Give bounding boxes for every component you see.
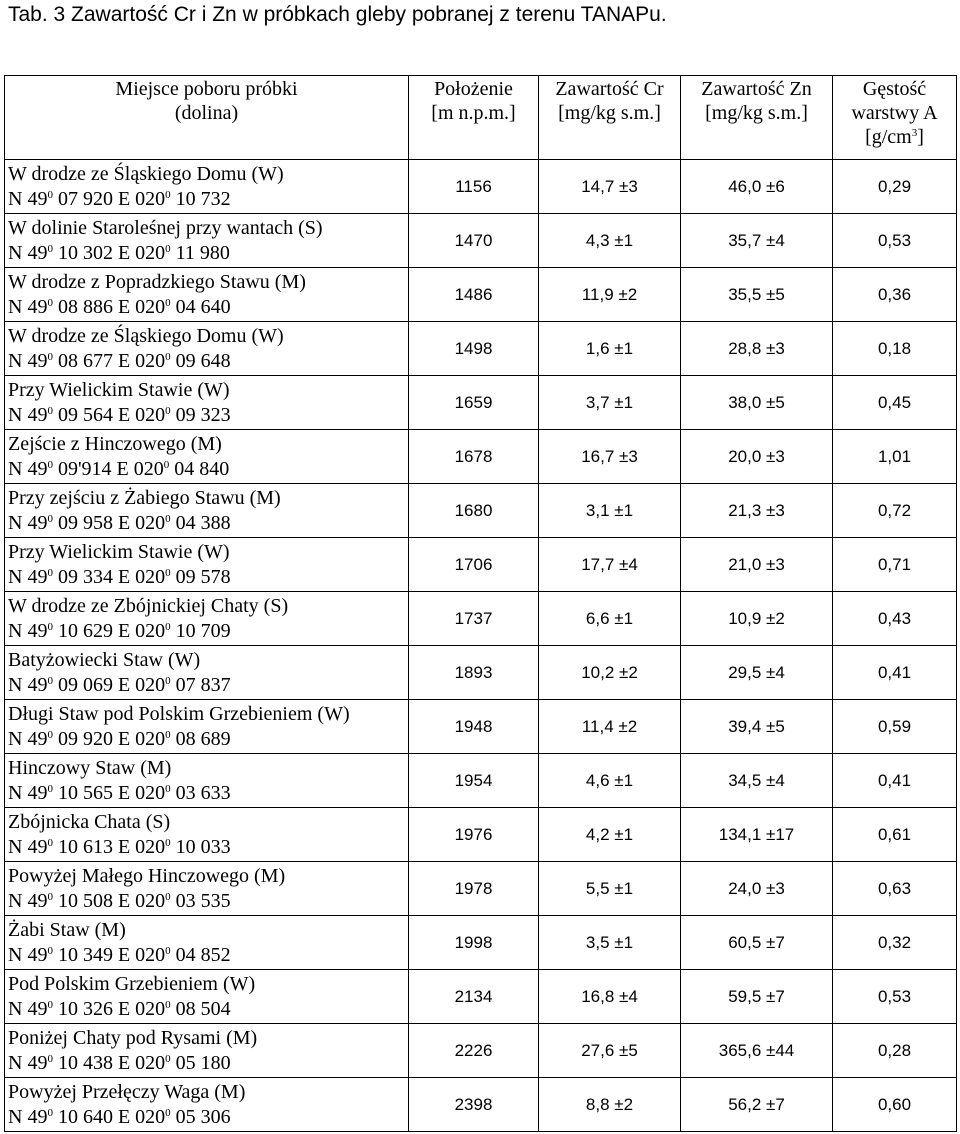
zn-cell: 35,7 ±4 bbox=[681, 214, 833, 268]
coord-n-value: 07 920 E 020 bbox=[52, 187, 166, 210]
coord-n-prefix: N 49 bbox=[8, 727, 48, 750]
coord-n-value: 10 302 E 020 bbox=[52, 241, 166, 264]
header-altitude-line1: Położenie bbox=[434, 78, 513, 100]
coord-e-value: 03 535 bbox=[170, 889, 231, 912]
coord-e-value: 08 504 bbox=[170, 997, 231, 1020]
site-coordinates bbox=[8, 403, 408, 428]
altitude-cell: 1737 bbox=[409, 592, 539, 646]
density-cell: 0,41 bbox=[833, 754, 957, 808]
table-row bbox=[5, 322, 957, 376]
table-row bbox=[5, 970, 957, 1024]
header-density-unit-a: [g/cm bbox=[865, 126, 912, 148]
coord-n-value: 10 508 E 020 bbox=[52, 889, 166, 912]
site-cell bbox=[5, 592, 409, 646]
site-coordinates bbox=[8, 295, 408, 320]
density-cell: 0,53 bbox=[833, 970, 957, 1024]
degree-mark: 0 bbox=[165, 944, 171, 957]
coord-e-value: 04 852 bbox=[170, 943, 231, 966]
zn-cell: 365,6 ±44 bbox=[681, 1024, 833, 1078]
coord-e-value: 09 323 bbox=[170, 403, 231, 426]
site-cell bbox=[5, 160, 409, 214]
table-row bbox=[5, 214, 957, 268]
altitude-cell: 1948 bbox=[409, 700, 539, 754]
header-density-line2: warstwy A bbox=[851, 102, 938, 124]
altitude-cell: 2398 bbox=[409, 1078, 539, 1132]
coord-e-value: 04 640 bbox=[170, 295, 231, 318]
coord-n-value: 10 565 E 020 bbox=[52, 781, 166, 804]
site-name: Batyżowiecki Staw (W) bbox=[8, 648, 201, 671]
degree-mark: 0 bbox=[47, 350, 53, 363]
header-density-line3 bbox=[833, 125, 956, 149]
site-coordinates bbox=[8, 565, 408, 590]
degree-mark: 0 bbox=[47, 404, 53, 417]
site-cell bbox=[5, 1078, 409, 1132]
degree-mark: 0 bbox=[165, 674, 171, 687]
table-row bbox=[5, 268, 957, 322]
cr-cell: 11,9 ±2 bbox=[539, 268, 681, 322]
density-cell: 0,18 bbox=[833, 322, 957, 376]
coord-n-value: 09'914 E 020 bbox=[52, 457, 164, 480]
site-cell bbox=[5, 862, 409, 916]
zn-cell: 20,0 ±3 bbox=[681, 430, 833, 484]
zn-cell: 34,5 ±4 bbox=[681, 754, 833, 808]
site-name: Zejście z Hinczowego (M) bbox=[8, 432, 222, 455]
degree-mark: 0 bbox=[165, 188, 171, 201]
degree-mark: 0 bbox=[47, 188, 53, 201]
degree-mark: 0 bbox=[47, 566, 53, 579]
site-coordinates bbox=[8, 997, 408, 1022]
coord-e-value: 05 180 bbox=[170, 1051, 231, 1074]
cr-cell: 11,4 ±2 bbox=[539, 700, 681, 754]
table-row bbox=[5, 484, 957, 538]
site-cell bbox=[5, 916, 409, 970]
zn-cell: 134,1 ±17 bbox=[681, 808, 833, 862]
site-coordinates bbox=[8, 835, 408, 860]
density-cell: 0,41 bbox=[833, 646, 957, 700]
cr-cell: 27,6 ±5 bbox=[539, 1024, 681, 1078]
coord-n-prefix: N 49 bbox=[8, 835, 48, 858]
zn-cell: 10,9 ±2 bbox=[681, 592, 833, 646]
site-name: Hinczowy Staw (M) bbox=[8, 756, 172, 779]
density-cell: 0,71 bbox=[833, 538, 957, 592]
zn-cell: 59,5 ±7 bbox=[681, 970, 833, 1024]
table-row bbox=[5, 376, 957, 430]
coord-e-value: 04 840 bbox=[169, 457, 230, 480]
coord-n-prefix: N 49 bbox=[8, 1051, 48, 1074]
site-cell bbox=[5, 484, 409, 538]
density-cell: 0,28 bbox=[833, 1024, 957, 1078]
site-coordinates bbox=[8, 673, 408, 698]
coord-n-prefix: N 49 bbox=[8, 565, 48, 588]
cr-cell: 4,3 ±1 bbox=[539, 214, 681, 268]
header-sampling-site-line2: (dolina) bbox=[174, 102, 239, 124]
site-name: W drodze z Popradzkiego Stawu (M) bbox=[8, 270, 306, 293]
coord-n-prefix: N 49 bbox=[8, 781, 48, 804]
table-row bbox=[5, 592, 957, 646]
cr-cell: 4,2 ±1 bbox=[539, 808, 681, 862]
density-cell: 0,72 bbox=[833, 484, 957, 538]
coord-n-prefix: N 49 bbox=[8, 187, 48, 210]
site-coordinates bbox=[8, 889, 408, 914]
altitude-cell: 2134 bbox=[409, 970, 539, 1024]
site-coordinates bbox=[8, 619, 408, 644]
table-caption: Tab. 3 Zawartość Cr i Zn w próbkach gleby pobranej z terenu TANAPu. bbox=[8, 3, 667, 26]
site-name: Powyżej Małego Hinczowego (M) bbox=[8, 864, 286, 887]
density-cell: 1,01 bbox=[833, 430, 957, 484]
altitude-cell: 1678 bbox=[409, 430, 539, 484]
degree-mark: 0 bbox=[47, 620, 53, 633]
degree-mark: 0 bbox=[47, 836, 53, 849]
altitude-cell: 1156 bbox=[409, 160, 539, 214]
degree-mark: 0 bbox=[47, 998, 53, 1011]
density-cell: 0,45 bbox=[833, 376, 957, 430]
site-cell bbox=[5, 646, 409, 700]
density-cell: 0,29 bbox=[833, 160, 957, 214]
site-name: W drodze ze Śląskiego Domu (W) bbox=[8, 162, 284, 185]
degree-mark: 0 bbox=[165, 350, 171, 363]
altitude-cell: 1976 bbox=[409, 808, 539, 862]
altitude-cell: 1954 bbox=[409, 754, 539, 808]
site-cell bbox=[5, 538, 409, 592]
coord-n-value: 10 629 E 020 bbox=[52, 619, 166, 642]
degree-mark: 0 bbox=[47, 728, 53, 741]
coord-n-prefix: N 49 bbox=[8, 511, 48, 534]
table-row bbox=[5, 700, 957, 754]
site-coordinates bbox=[8, 241, 408, 266]
cr-cell: 8,8 ±2 bbox=[539, 1078, 681, 1132]
site-coordinates bbox=[8, 1051, 408, 1076]
coord-n-prefix: N 49 bbox=[8, 997, 48, 1020]
coord-n-prefix: N 49 bbox=[8, 619, 48, 642]
zn-cell: 29,5 ±4 bbox=[681, 646, 833, 700]
coord-n-value: 09 564 E 020 bbox=[52, 403, 166, 426]
site-name: Poniżej Chaty pod Rysami (M) bbox=[8, 1026, 258, 1049]
site-name: W drodze ze Zbójnickiej Chaty (S) bbox=[8, 594, 289, 617]
altitude-cell: 1978 bbox=[409, 862, 539, 916]
degree-mark: 0 bbox=[47, 296, 53, 309]
coord-e-value: 04 388 bbox=[170, 511, 231, 534]
coord-n-value: 10 326 E 020 bbox=[52, 997, 166, 1020]
zn-cell: 35,5 ±5 bbox=[681, 268, 833, 322]
degree-mark: 0 bbox=[47, 674, 53, 687]
header-cr-line2: [mg/kg s.m.] bbox=[558, 102, 661, 124]
density-cell: 0,53 bbox=[833, 214, 957, 268]
site-name: Żabi Staw (M) bbox=[8, 918, 126, 941]
altitude-cell: 2226 bbox=[409, 1024, 539, 1078]
cr-cell: 16,7 ±3 bbox=[539, 430, 681, 484]
site-coordinates bbox=[8, 781, 408, 806]
header-altitude-line2: [m n.p.m.] bbox=[431, 102, 516, 124]
table-row bbox=[5, 1024, 957, 1078]
site-name: Długi Staw pod Polskim Grzebieniem (W) bbox=[8, 702, 350, 725]
site-cell bbox=[5, 430, 409, 484]
degree-mark: 0 bbox=[165, 296, 171, 309]
coord-n-value: 09 334 E 020 bbox=[52, 565, 166, 588]
table-row bbox=[5, 646, 957, 700]
site-coordinates bbox=[8, 187, 408, 212]
coord-e-value: 03 633 bbox=[170, 781, 231, 804]
header-sampling-site-line1: Miejsce poboru próbki bbox=[115, 78, 298, 100]
coord-n-prefix: N 49 bbox=[8, 349, 48, 372]
site-cell bbox=[5, 970, 409, 1024]
density-cell: 0,63 bbox=[833, 862, 957, 916]
zn-cell: 21,3 ±3 bbox=[681, 484, 833, 538]
degree-mark: 0 bbox=[165, 566, 171, 579]
zn-cell: 38,0 ±5 bbox=[681, 376, 833, 430]
site-name: Powyżej Przełęczy Waga (M) bbox=[8, 1080, 246, 1103]
coord-n-value: 08 677 E 020 bbox=[52, 349, 166, 372]
altitude-cell: 1680 bbox=[409, 484, 539, 538]
site-name: Zbójnicka Chata (S) bbox=[8, 810, 171, 833]
header-density-unit-exp: 3 bbox=[911, 127, 918, 139]
header-density-unit-b: ] bbox=[917, 126, 924, 148]
cr-cell: 16,8 ±4 bbox=[539, 970, 681, 1024]
coord-n-value: 10 613 E 020 bbox=[52, 835, 166, 858]
zn-cell: 56,2 ±7 bbox=[681, 1078, 833, 1132]
altitude-cell: 1470 bbox=[409, 214, 539, 268]
site-name: Przy zejściu z Żabiego Stawu (M) bbox=[8, 486, 281, 509]
coord-e-value: 05 306 bbox=[170, 1105, 231, 1128]
density-cell: 0,61 bbox=[833, 808, 957, 862]
coord-e-value: 10 732 bbox=[170, 187, 231, 210]
density-cell: 0,59 bbox=[833, 700, 957, 754]
degree-mark: 0 bbox=[165, 404, 171, 417]
degree-mark: 0 bbox=[47, 242, 53, 255]
coord-n-prefix: N 49 bbox=[8, 295, 48, 318]
degree-mark: 0 bbox=[165, 620, 171, 633]
coord-n-value: 10 640 E 020 bbox=[52, 1105, 166, 1128]
coord-n-value: 10 349 E 020 bbox=[52, 943, 166, 966]
degree-mark: 0 bbox=[165, 1052, 171, 1065]
soil-data-table bbox=[4, 75, 957, 1132]
header-cr-line1: Zawartość Cr bbox=[555, 78, 664, 100]
header-zn-line2: [mg/kg s.m.] bbox=[705, 102, 808, 124]
altitude-cell: 1893 bbox=[409, 646, 539, 700]
header-altitude bbox=[409, 76, 539, 160]
altitude-cell: 1998 bbox=[409, 916, 539, 970]
density-cell: 0,32 bbox=[833, 916, 957, 970]
degree-mark: 0 bbox=[165, 998, 171, 1011]
table-row bbox=[5, 430, 957, 484]
coord-n-prefix: N 49 bbox=[8, 241, 48, 264]
coord-n-prefix: N 49 bbox=[8, 1105, 48, 1128]
site-cell bbox=[5, 322, 409, 376]
table-row bbox=[5, 862, 957, 916]
site-coordinates bbox=[8, 943, 408, 968]
header-cr-content bbox=[539, 76, 681, 160]
table-row bbox=[5, 808, 957, 862]
cr-cell: 14,7 ±3 bbox=[539, 160, 681, 214]
header-row bbox=[5, 76, 957, 160]
header-zn-content bbox=[681, 76, 833, 160]
cr-cell: 3,5 ±1 bbox=[539, 916, 681, 970]
degree-mark: 0 bbox=[47, 944, 53, 957]
coord-n-prefix: N 49 bbox=[8, 943, 48, 966]
coord-n-prefix: N 49 bbox=[8, 457, 48, 480]
coord-e-value: 11 980 bbox=[170, 241, 230, 264]
table-row bbox=[5, 1078, 957, 1132]
table-row bbox=[5, 538, 957, 592]
site-name: Przy Wielickim Stawie (W) bbox=[8, 378, 230, 401]
density-cell: 0,43 bbox=[833, 592, 957, 646]
coord-e-value: 10 709 bbox=[170, 619, 231, 642]
cr-cell: 6,6 ±1 bbox=[539, 592, 681, 646]
degree-mark: 0 bbox=[165, 836, 171, 849]
table-row bbox=[5, 160, 957, 214]
degree-mark: 0 bbox=[47, 782, 53, 795]
cr-cell: 10,2 ±2 bbox=[539, 646, 681, 700]
coord-e-value: 10 033 bbox=[170, 835, 231, 858]
coord-e-value: 07 837 bbox=[170, 673, 231, 696]
site-name: W drodze ze Śląskiego Domu (W) bbox=[8, 324, 284, 347]
cr-cell: 1,6 ±1 bbox=[539, 322, 681, 376]
zn-cell: 39,4 ±5 bbox=[681, 700, 833, 754]
altitude-cell: 1498 bbox=[409, 322, 539, 376]
coord-e-value: 09 648 bbox=[170, 349, 231, 372]
density-cell: 0,36 bbox=[833, 268, 957, 322]
site-name: W dolinie Staroleśnej przy wantach (S) bbox=[8, 216, 323, 239]
coord-e-value: 08 689 bbox=[170, 727, 231, 750]
header-density bbox=[833, 76, 957, 160]
site-cell bbox=[5, 754, 409, 808]
degree-mark: 0 bbox=[165, 782, 171, 795]
table-row bbox=[5, 916, 957, 970]
altitude-cell: 1706 bbox=[409, 538, 539, 592]
zn-cell: 21,0 ±3 bbox=[681, 538, 833, 592]
site-coordinates bbox=[8, 349, 408, 374]
altitude-cell: 1486 bbox=[409, 268, 539, 322]
coord-n-value: 09 069 E 020 bbox=[52, 673, 166, 696]
cr-cell: 5,5 ±1 bbox=[539, 862, 681, 916]
coord-e-value: 09 578 bbox=[170, 565, 231, 588]
site-coordinates bbox=[8, 727, 408, 752]
degree-mark: 0 bbox=[165, 242, 171, 255]
coord-n-prefix: N 49 bbox=[8, 889, 48, 912]
site-cell bbox=[5, 808, 409, 862]
header-density-line1: Gęstość bbox=[862, 78, 927, 100]
site-cell bbox=[5, 376, 409, 430]
coord-n-value: 10 438 E 020 bbox=[52, 1051, 166, 1074]
site-cell bbox=[5, 268, 409, 322]
site-name: Pod Polskim Grzebieniem (W) bbox=[8, 972, 256, 995]
coord-n-prefix: N 49 bbox=[8, 673, 48, 696]
density-cell: 0,60 bbox=[833, 1078, 957, 1132]
site-cell bbox=[5, 1024, 409, 1078]
cr-cell: 17,7 ±4 bbox=[539, 538, 681, 592]
site-name: Przy Wielickim Stawie (W) bbox=[8, 540, 230, 563]
degree-mark: 0 bbox=[165, 728, 171, 741]
table-row bbox=[5, 754, 957, 808]
zn-cell: 60,5 ±7 bbox=[681, 916, 833, 970]
altitude-cell: 1659 bbox=[409, 376, 539, 430]
cr-cell: 4,6 ±1 bbox=[539, 754, 681, 808]
cr-cell: 3,1 ±1 bbox=[539, 484, 681, 538]
coord-n-value: 08 886 E 020 bbox=[52, 295, 166, 318]
degree-mark: 0 bbox=[47, 1052, 53, 1065]
site-cell bbox=[5, 700, 409, 754]
degree-mark: 0 bbox=[165, 890, 171, 903]
header-sampling-site bbox=[5, 76, 409, 160]
site-cell bbox=[5, 214, 409, 268]
degree-mark: 0 bbox=[47, 512, 53, 525]
degree-mark: 0 bbox=[47, 458, 53, 471]
degree-mark: 0 bbox=[47, 890, 53, 903]
zn-cell: 28,8 ±3 bbox=[681, 322, 833, 376]
site-coordinates bbox=[8, 1105, 408, 1130]
site-coordinates bbox=[8, 457, 408, 482]
cr-cell: 3,7 ±1 bbox=[539, 376, 681, 430]
coord-n-value: 09 958 E 020 bbox=[52, 511, 166, 534]
zn-cell: 46,0 ±6 bbox=[681, 160, 833, 214]
degree-mark: 0 bbox=[47, 1106, 53, 1119]
site-coordinates bbox=[8, 511, 408, 536]
header-zn-line1: Zawartość Zn bbox=[701, 78, 812, 100]
degree-mark: 0 bbox=[163, 458, 170, 471]
coord-n-value: 09 920 E 020 bbox=[52, 727, 166, 750]
zn-cell: 24,0 ±3 bbox=[681, 862, 833, 916]
coord-n-prefix: N 49 bbox=[8, 403, 48, 426]
degree-mark: 0 bbox=[165, 512, 171, 525]
degree-mark: 0 bbox=[165, 1106, 171, 1119]
